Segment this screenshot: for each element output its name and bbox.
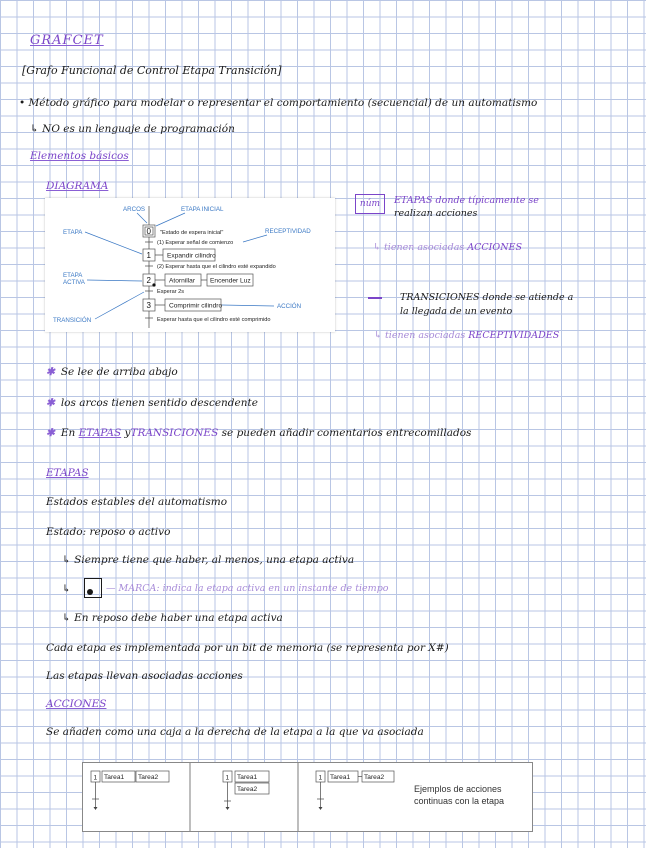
ex1-arrow-icon bbox=[94, 807, 98, 810]
ex2-arrow-icon bbox=[226, 807, 230, 810]
arrow-icon: ↳ bbox=[62, 583, 71, 595]
method-line: • Método gráfico para modelar o representar el comportamiento (secuencial) de un automatismo bbox=[19, 97, 538, 109]
acciones-line: Se añaden como una caja a la derecha de la etapa a la que va asociada bbox=[46, 726, 424, 738]
step-1-num: 1 bbox=[146, 251, 151, 260]
etapas-line-4: ↳ En reposo debe haber una etapa activa bbox=[62, 612, 283, 624]
transition-1-text: (1) Esperar señal de comienzo bbox=[157, 240, 234, 246]
ex3-arrow-icon bbox=[319, 807, 323, 810]
bullet-2: ✱ los arcos tienen sentido descendente bbox=[46, 397, 258, 409]
etapas-line-5: Cada etapa es implementada por un bit de memoria (se representa por X#) bbox=[46, 642, 449, 654]
etapas-line-2: Estado: reposo o activo bbox=[46, 526, 171, 538]
step-3-num: 3 bbox=[146, 301, 151, 310]
arrow-icon: ↳ bbox=[373, 242, 384, 253]
active-marker-icon bbox=[152, 283, 155, 286]
step-2-action-2: Encender Luz bbox=[210, 277, 251, 285]
ex3-task2: Tarea2 bbox=[364, 774, 385, 781]
step-symbol: núm bbox=[355, 194, 385, 214]
diagram-heading: DIAGRAMA bbox=[46, 180, 109, 192]
step-3-action: Comprimir cilindro bbox=[169, 302, 223, 310]
page-title: GRAFCET bbox=[30, 33, 104, 48]
ex1-task2: Tarea2 bbox=[138, 774, 159, 781]
asterisk-icon: ✱ bbox=[46, 427, 55, 439]
label-accion: ACCIÓN bbox=[277, 303, 302, 310]
pointer-transicion bbox=[95, 292, 144, 319]
marca-line: — MARCA: indica la etapa activa en un instante de tiempo bbox=[106, 583, 389, 594]
ex1-step-num: 1 bbox=[93, 774, 98, 782]
etapas-note-line-1: ETAPAS donde típicamente se bbox=[394, 195, 539, 206]
action-examples bbox=[82, 762, 533, 832]
arrow-icon: ↳ bbox=[62, 554, 75, 566]
transition-3-text: Esperar 2s bbox=[157, 289, 185, 295]
ex3-step-num: 1 bbox=[318, 774, 323, 782]
bullet-3: ✱ En ETAPAS yTRANSICIONES se pueden añadir comentarios entrecomillados bbox=[46, 427, 472, 439]
not-language-line: ↳ NO es un lenguaje de programación bbox=[30, 123, 235, 135]
etapas-line-3: ↳ Siempre tiene que haber, al menos, una etapa activa bbox=[62, 554, 355, 566]
pointer-accion bbox=[222, 305, 274, 306]
bullet-1: ✱ Se lee de arriba abajo bbox=[46, 366, 178, 378]
elements-heading: Elementos básicos bbox=[30, 150, 129, 162]
pointer-etapa-activa bbox=[87, 280, 142, 281]
etapas-assoc-line: ↳ tienen asociadas ACCIONES bbox=[373, 242, 522, 253]
arrow-icon: ↳ bbox=[62, 612, 75, 624]
acciones-heading: ACCIONES bbox=[46, 698, 107, 710]
label-etapa: ETAPA bbox=[63, 229, 83, 236]
step-square bbox=[84, 578, 102, 598]
etapas-note-line-2: realizan acciones bbox=[394, 208, 478, 219]
transition-2-text: (2) Esperar hasta que el cilindro esté expandido bbox=[157, 264, 276, 270]
ex1-task1: Tarea1 bbox=[104, 774, 125, 781]
step-0-comment: "Estado de espera inicial" bbox=[160, 230, 224, 236]
pointer-arcos bbox=[137, 213, 147, 223]
label-transicion: TRANSICIÓN bbox=[53, 317, 92, 324]
arrow-icon: ↳ bbox=[374, 330, 385, 341]
asterisk-icon: ✱ bbox=[46, 397, 55, 409]
ex3-task1: Tarea1 bbox=[330, 774, 351, 781]
etapas-line-6: Las etapas llevan asociadas acciones bbox=[46, 670, 243, 682]
label-etapa-inicial: ETAPA INICIAL bbox=[181, 206, 224, 213]
subtitle: [Grafo Funcional de Control Etapa Transición] bbox=[22, 64, 282, 77]
pointer-etapa-inicial bbox=[156, 213, 185, 226]
examples-caption: Ejemplos de acciones continuas con la etapa bbox=[414, 784, 505, 806]
asterisk-icon: ✱ bbox=[46, 366, 55, 378]
step-2-action-1: Atornillar bbox=[169, 277, 196, 285]
ex2-task1: Tarea1 bbox=[237, 774, 258, 781]
pointer-receptividad bbox=[243, 235, 267, 242]
transition-symbol bbox=[368, 297, 382, 299]
arrow-icon: ↳ bbox=[30, 123, 43, 135]
step-0-num: 0 bbox=[146, 227, 151, 236]
etapas-heading: ETAPAS bbox=[46, 467, 89, 479]
label-etapa-activa-1: ETAPA bbox=[63, 272, 83, 279]
step-1-action: Expandir cilindro bbox=[167, 252, 216, 260]
pointer-etapa bbox=[85, 232, 142, 254]
grafcet-diagram bbox=[45, 198, 335, 332]
ex2-task2: Tarea2 bbox=[237, 786, 258, 793]
etapas-line-1: Estados estables del automatismo bbox=[46, 496, 228, 508]
label-etapa-activa-2: ACTIVA bbox=[63, 279, 85, 286]
transition-4-text: Esperar hasta que el cilindro esté comprimido bbox=[157, 317, 271, 323]
active-mark-dot-icon bbox=[87, 589, 93, 595]
label-receptividad: RECEPTIVIDAD bbox=[265, 228, 311, 235]
trans-note-line-1: TRANSICIONES donde se atiende a bbox=[400, 292, 574, 303]
step-2-num: 2 bbox=[146, 276, 151, 285]
trans-assoc-line: ↳ tienen asociadas RECEPTIVIDADES bbox=[374, 330, 560, 341]
trans-note-line-2: la llegada de un evento bbox=[400, 306, 513, 317]
label-arcos: ARCOS bbox=[123, 206, 146, 213]
ex2-step-num: 1 bbox=[225, 774, 230, 782]
